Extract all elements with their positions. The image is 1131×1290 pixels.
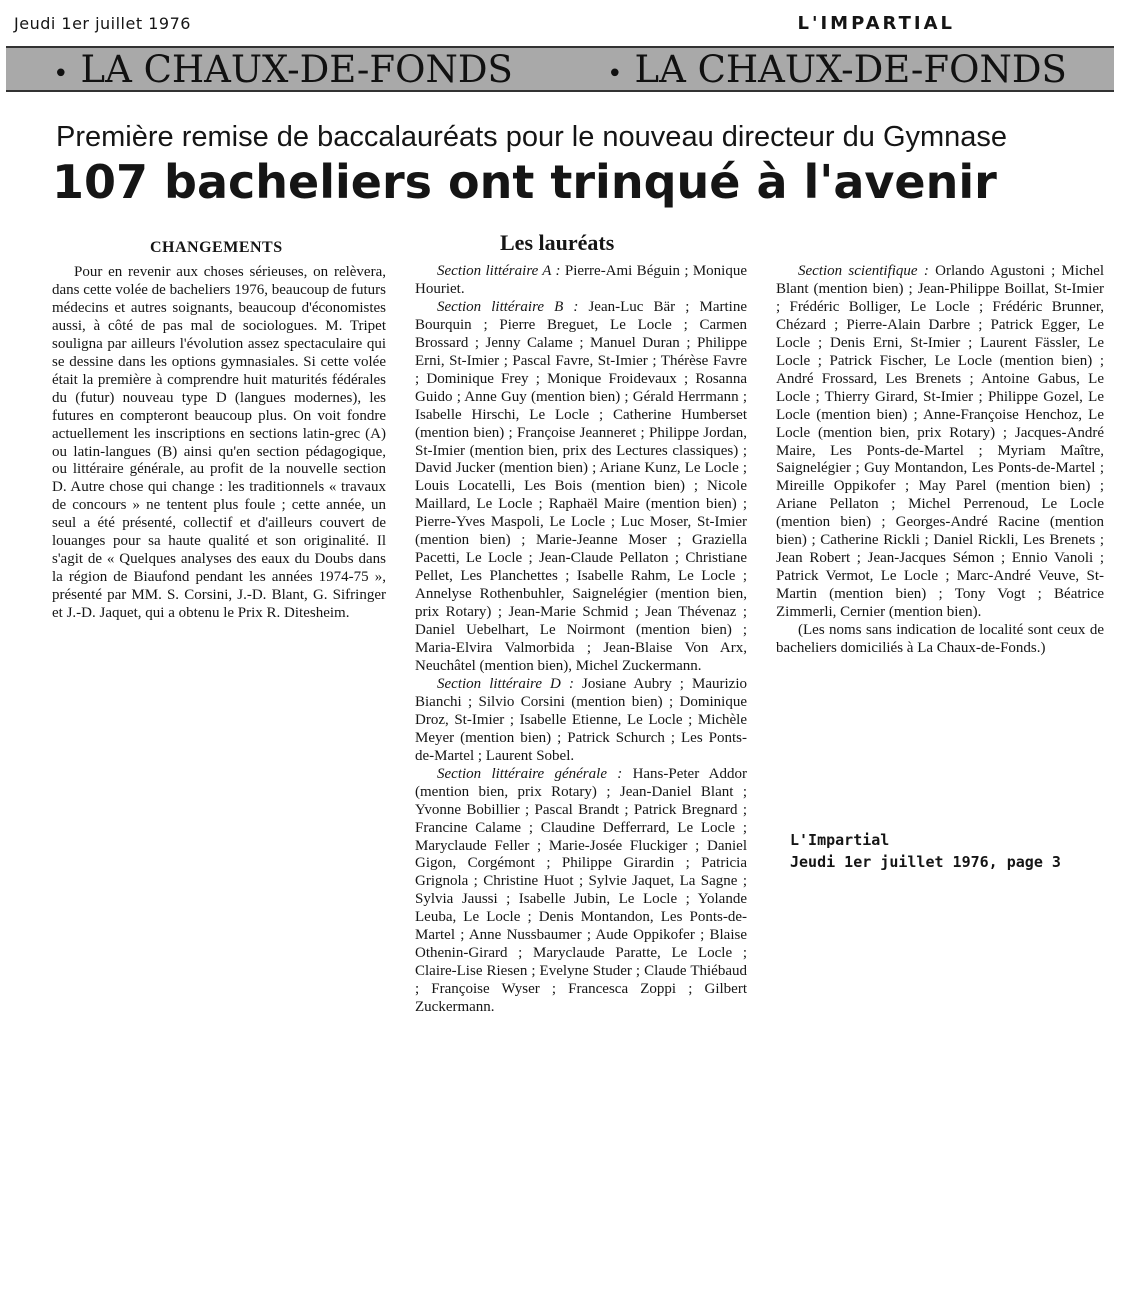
column-changements	[52, 264, 386, 623]
article-kicker: Première remise de baccalauréats pour le nouveau directeur du Gymnase	[56, 121, 1008, 153]
banner-left	[53, 48, 513, 91]
article-headline: 107 bacheliers ont trinqué à l'avenir	[52, 155, 997, 209]
column-laureats	[415, 263, 747, 1017]
banner-right-text: LA CHAUX-DE-FONDS	[634, 47, 1067, 91]
section-banner	[6, 46, 1114, 92]
issue-date: Jeudi 1er juillet 1976	[14, 14, 191, 33]
source-line-1: L'Impartial	[790, 831, 890, 849]
section-paragraph	[776, 263, 1104, 622]
footnote: (Les noms sans indication de localité sont ceux de bacheliers domiciliés à La Chaux-de-Fonds.)	[776, 622, 1104, 657]
section-paragraph	[415, 766, 747, 1017]
column-scientifique	[776, 263, 1104, 658]
subheading-changements: CHANGEMENTS	[150, 239, 283, 256]
section-label: Section scientifique :	[798, 263, 929, 279]
section-names: Hans-Peter Addor (mention bien, prix Rotary) ; Jean-Daniel Blant ; Yvonne Bobillier ; Pascal Brandt ; Patrick Bregnard ; Francine Calame ; Claudine Defferrard, Le Locle ; Maryclaude Feller ; Marie-Josée Fluckiger ; Daniel Gigon, Corgémont ; Philippe Girardin ; Patricia Grignola ; Christine Huot ; Sylvie Jaquet, La Sagne ; Sylvia Jaussi ; Isabelle Jubin, Le Locle ; Yolande Leuba, Le Locle ; Denis Montandon, Les Ponts-de-Martel ; Anne Nussbaumer ; Aude Oppikofer ; Blaise Othenin-Girard ; Maryclaude Paratte, Le Locle ; Claire-Lise Riesen ; Evelyne Studer ; Claude Thiébaud ; Françoise Wyser ; Francesca Zoppi ; Gilbert Zuckermann.	[415, 765, 747, 1016]
source-line-2: Jeudi 1er juillet 1976, page 3	[790, 853, 1061, 871]
banner-left-text: LA CHAUX-DE-FONDS	[80, 47, 513, 91]
section-paragraph	[415, 263, 747, 299]
section-label: Section littéraire D :	[437, 675, 574, 692]
bullet-icon: •	[607, 58, 623, 89]
changements-paragraph: Pour en revenir aux choses sérieuses, on relèvera, dans cette volée de bacheliers 1976, beaucoup de futurs médecins et autres soignants, beaucoup d'économistes aussi, à côté de pas mal de sociologues. M. Tripet souligna par ailleurs l'évolution assez spectaculaire qui se dessine dans les options gymnasiales. Si cette volée était la première à comprendre huit maturités fédérales du (futur) nouveau type D (langues modernes), les futures en compteront beaucoup plus. On voit fondre actuellement les inscriptions en sections latin-grec (A) ou latin-langues (B) ainsi qu'en section pédagogique, ou littéraire générale, au profit de la nouvelle section D. Autre chose qui change : les traditionnels « travaux de concours » ne tentent plus foule ; cette année, un seul a été présenté, collectif et d'ailleurs couvert de louanges pour sa haute qualité et son originalité. Il s'agit de « Quelques analyses des eaux du Doubs dans la région de Biaufond pendant les années 1974-75 », présenté par MM. S. Corsini, J.-D. Blant, G. Sifringer et J.-D. Jaquet, qui a obtenu le Prix R. Ditesheim.	[52, 264, 386, 622]
section-paragraph	[415, 676, 747, 766]
banner-right	[607, 48, 1067, 91]
section-names: Pierre-Ami Béguin ; Monique Houriet.	[415, 263, 748, 297]
newspaper-name: L'IMPARTIAL	[797, 13, 955, 34]
section-label: Section littéraire A :	[437, 263, 561, 279]
section-label: Section littéraire générale :	[437, 765, 623, 782]
section-names: Jean-Luc Bär ; Martine Bourquin ; Pierre Breguet, Le Locle ; Carmen Brossard ; Jenny Calame ; Manuel Duran ; Philippe Erni, St-Imier ; Pascal Favre, St-Imier ; Thérèse Favre ; Dominique Frey ; Monique Froidevaux ; Rosanna Guido ; Anne Guy (mention bien) ; Gérald Herrmann ; Isabelle Hirschi, Le Locle ; Catherine Humberset (mention bien) ; Françoise Jeanneret ; Philippe Jordan, St-Imier (mention bien, prix des Lectures classiques) ; David Jucker (mention bien) ; Ariane Kunz, Le Locle ; Louis Locatelli, Les Bois (mention bien) ; Nicole Maillard, Le Locle ; Raphaël Maire (mention bien) ; Pierre-Yves Maspoli, Le Locle ; Luc Moser, St-Imier (mention bien) ; Marie-Jeanne Moser ; Graziella Pacetti, Le Locle ; Jean-Claude Pellaton ; Christiane Pellet, Les Planchettes ; Isabelle Rahm, Le Locle ; Annelyse Rothenbuhler, Saignelégier (mention bien, prix Rotary) ; Jean-Marie Schmid ; Jean Thévenaz ; Daniel Uebelhart, Le Noirmont (mention bien) ; Maria-Elvira Valmorbida ; Jean-Blaise Von Arx, Neuchâtel (mention bien), Michel Zuckermann.	[415, 298, 747, 674]
section-names: Josiane Aubry ; Maurizio Bianchi ; Silvio Corsini (mention bien) ; Dominique Droz, St-Imier ; Isabelle Etienne, Le Locle ; Michèle Meyer (mention bien) ; Patrick Schurch ; Les Ponts-de-Martel ; Laurent Sobel.	[415, 675, 747, 764]
section-paragraph	[415, 299, 747, 676]
bullet-icon: •	[53, 58, 69, 89]
section-names: Orlando Agustoni ; Michel Blant (mention bien) ; Jean-Philippe Boillat, St-Imier ; Frédéric Bolliger, Le Locle ; Frédéric Brunner, Chézard ; Pierre-Alain Darbre ; Patrick Egger, Le Locle ; Denis Erni, St-Imier ; Laurent Fässler, Le Locle ; Patrick Fischer, Le Locle (mention bien) ; André Frossard, Les Brenets ; Antoine Gabus, Le Locle ; Thierry Girard, St-Imier ; Philippe Gozel, Le Locle (mention bien) ; Anne-Françoise Henchoz, Le Locle (mention bien, prix Rotary) ; Jacques-André Maire, Les Ponts-de-Martel ; Myriam Maître, Saignelégier ; Guy Montandon, Les Ponts-de-Martel ; Mireille Oppikofer ; May Parel (mention bien) ; Ariane Pellaton ; Michel Perrenoud, Le Locle (mention bien) ; Georges-André Racine (mention bien) ; Catherine Rickli ; Daniel Rickli, Les Brenets ; Jean Robert ; Jean-Jacques Sémon ; Ennio Vanoli ; Patrick Vermot, Le Locle ; Marc-André Veuve, St-Martin (mention bien) ; Tony Vogt ; Béatrice Zimmerli, Cernier (mention bien).	[776, 263, 1105, 621]
subheading-laureats: Les lauréats	[500, 230, 615, 255]
source-citation	[790, 829, 1061, 873]
section-label: Section littéraire B :	[437, 298, 579, 315]
